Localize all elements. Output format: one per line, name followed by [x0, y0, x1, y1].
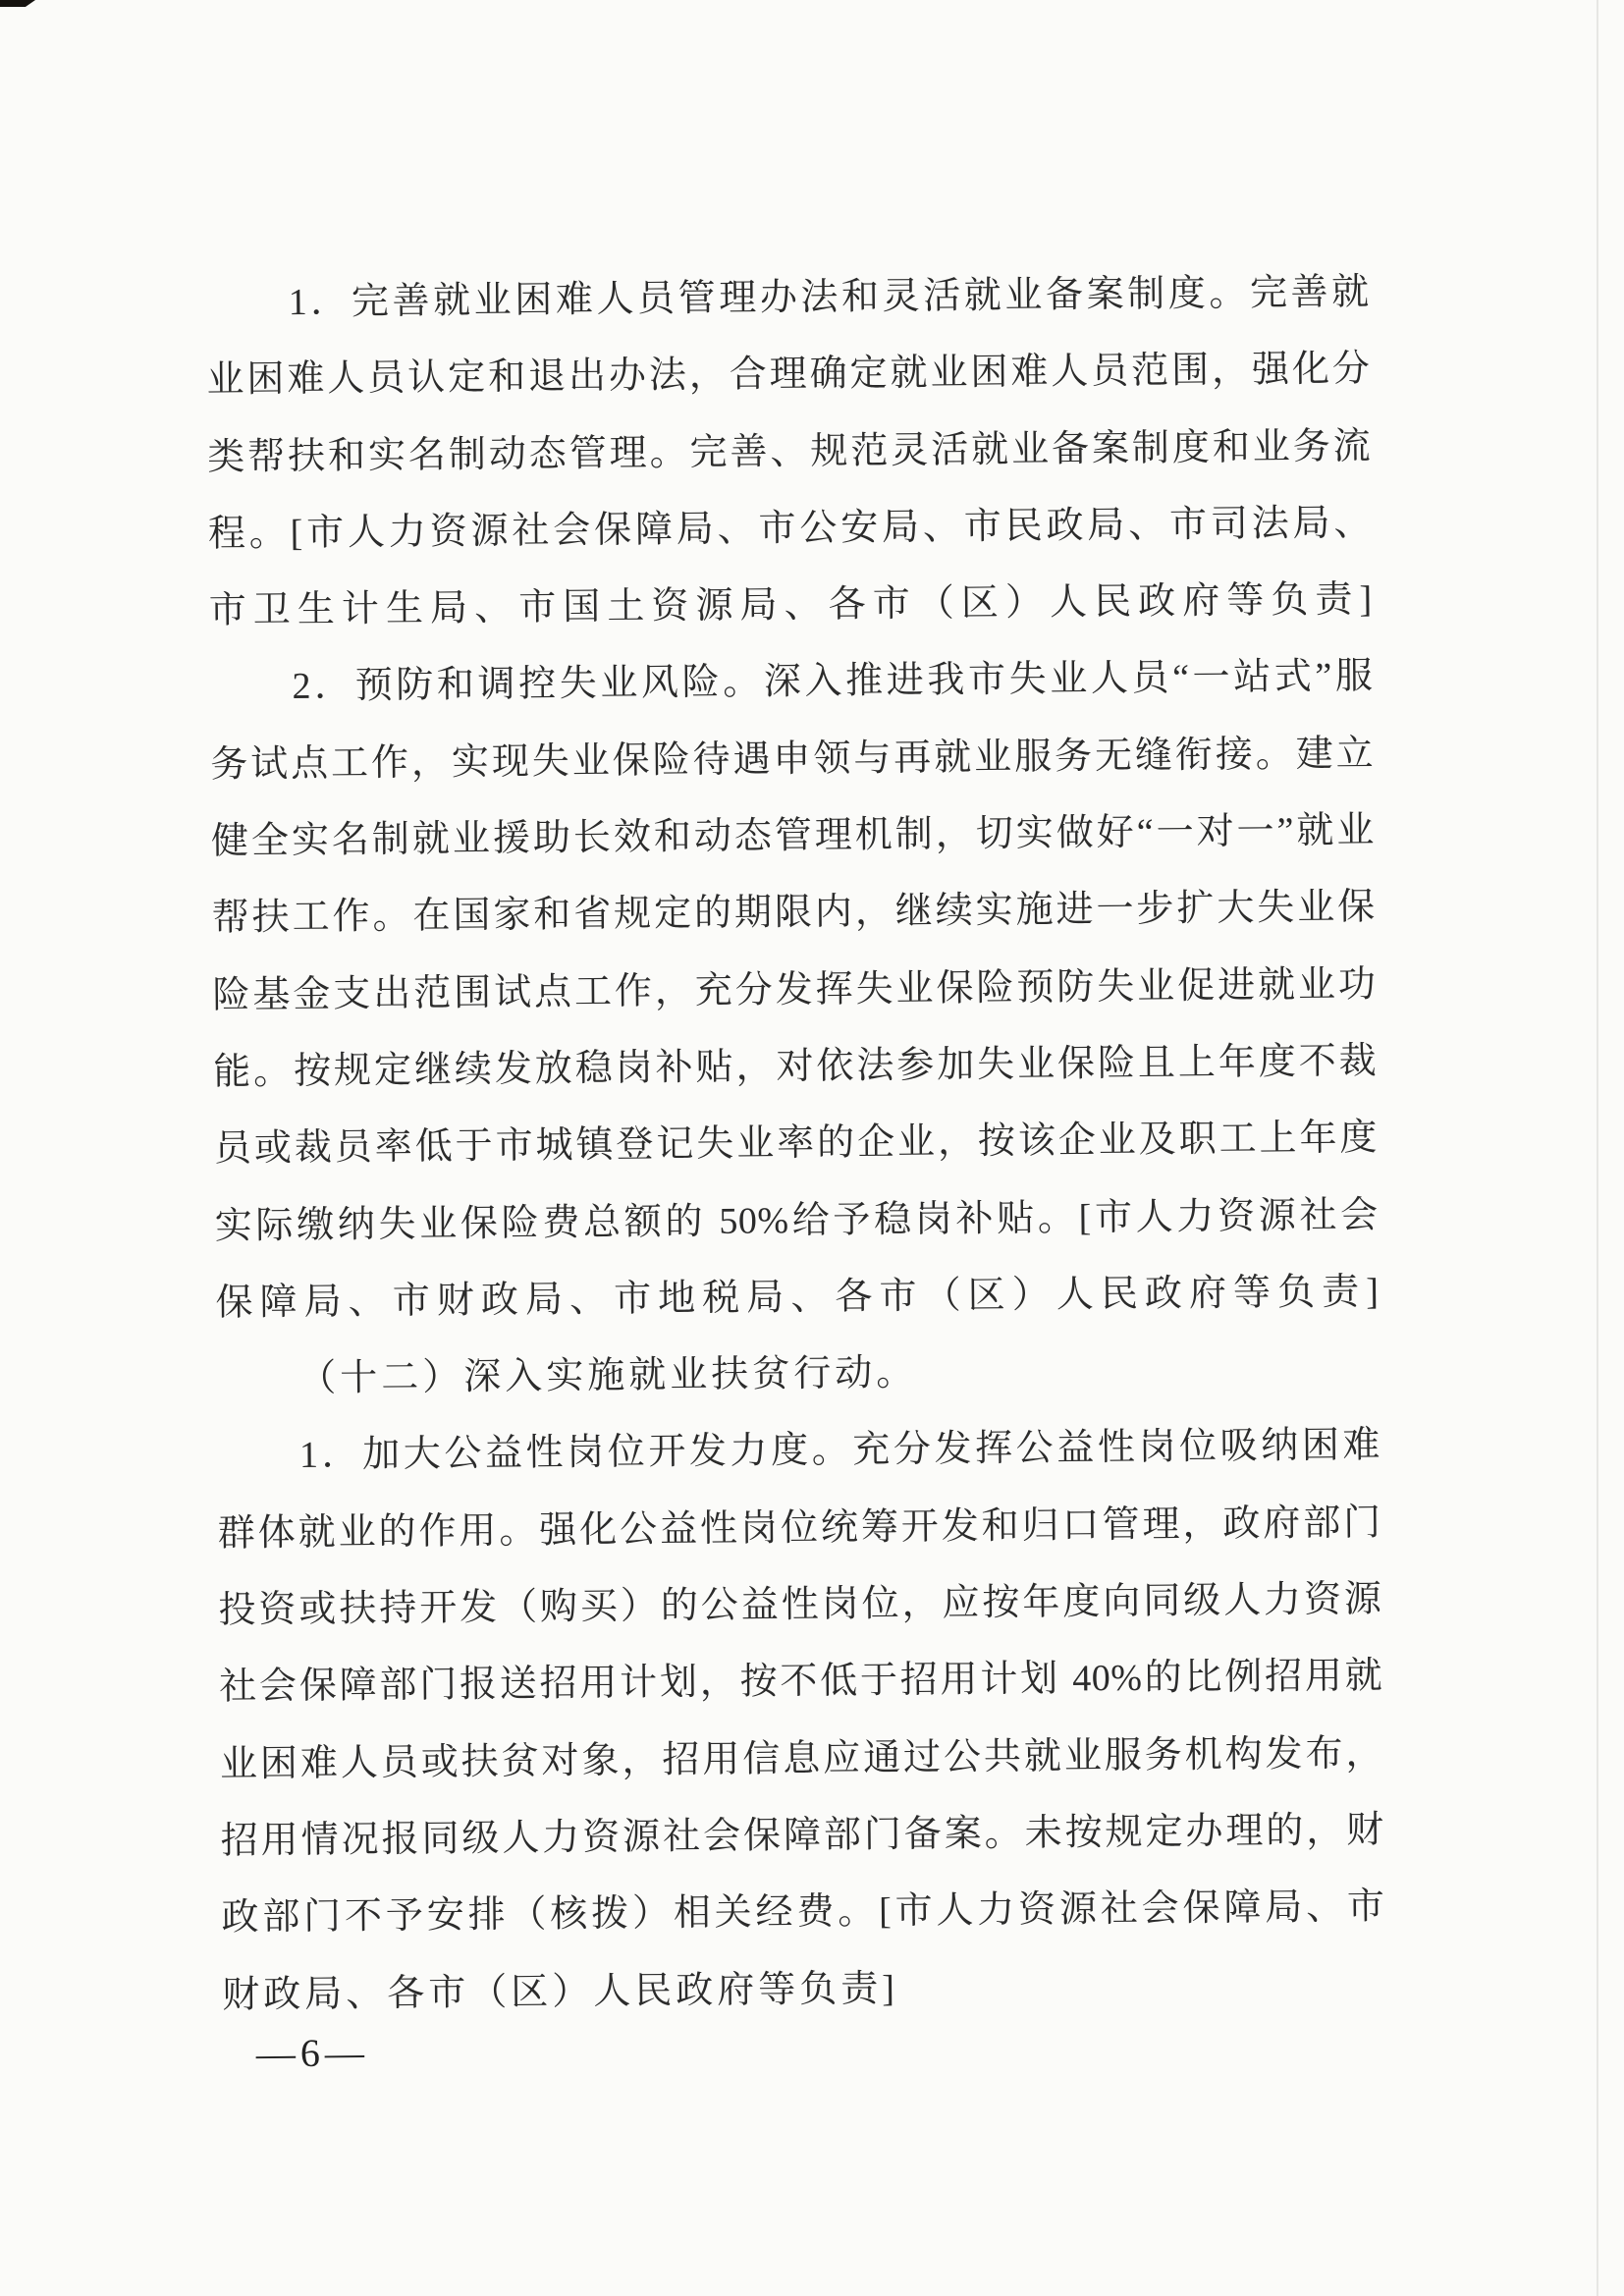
page-number: —6—	[255, 2030, 370, 2076]
document-line: 市卫生计生局、市国土资源局、各市（区）人民政府等负责]	[208, 578, 1373, 632]
document-line: 2．预防和调控失业风险。深入推进我市失业人员“一站式”服	[292, 655, 1374, 708]
document-body	[205, 267, 1390, 2047]
document-line: 业困难人员认定和退出办法，合理确定就业困难人员范围，强化分	[206, 348, 1371, 402]
document-line: 健全实名制就业援助长效和动态管理机制，切实做好“一对一”就业	[210, 809, 1376, 862]
document-line: 实际缴纳失业保险费总额的 50%给予稳岗补贴。[市人力资源社会	[214, 1194, 1379, 1247]
scan-edge-line	[1597, 0, 1598, 2296]
scan-artifact-corner	[0, 0, 35, 7]
document-line: （十二）深入实施就业扶贫行动。	[298, 1352, 918, 1400]
document-line: 1．加大公益性岗位开发力度。充分发挥公益性岗位吸纳困难	[298, 1424, 1381, 1477]
document-line: 帮扶工作。在国家和省规定的期限内，继续实施进一步扩大失业保	[211, 886, 1376, 940]
document-line: 招用情况报同级人力资源社会保障部门备案。未按规定办理的，财	[220, 1809, 1384, 1862]
document-line: 政部门不予安排（核拨）相关经费。[市人力资源社会保障局、市	[221, 1886, 1385, 1940]
document-line: 财政局、各市（区）人民政府等负责]	[222, 1967, 899, 2016]
document-line: 社会保障部门报送招用计划，按不低于招用计划 40%的比例招用就	[219, 1655, 1383, 1709]
document-line: 群体就业的作用。强化公益性岗位统筹开发和归口管理，政府部门	[217, 1502, 1381, 1555]
document-line: 能。按规定继续发放稳岗补贴，对依法参加失业保险且上年度不裁	[213, 1040, 1378, 1093]
document-line: 业困难人员或扶贫对象，招用信息应通过公共就业服务机构发布，	[219, 1732, 1384, 1785]
document-line: 员或裁员率低于市城镇登记失业率的企业，按该企业及职工上年度	[213, 1117, 1379, 1171]
document-line: 险基金支出范围试点工作，充分发挥失业保险预防失业促进就业功	[212, 963, 1377, 1016]
document-line: 务试点工作，实现失业保险待遇申领与再就业服务无缝衔接。建立	[210, 733, 1375, 786]
document-line: 投资或扶持开发（购买）的公益性岗位，应按年度向同级人力资源	[218, 1578, 1382, 1631]
document-line: 1．完善就业困难人员管理办法和灵活就业备案制度。完善就	[288, 271, 1370, 324]
document-line: 程。[市人力资源社会保障局、市公安局、市民政局、市司法局、	[207, 502, 1373, 555]
document-line: 保障局、市财政局、市地税局、各市（区）人民政府等负责]	[215, 1271, 1380, 1324]
document-line: 类帮扶和实名制动态管理。完善、规范灵活就业备案制度和业务流	[207, 425, 1372, 478]
